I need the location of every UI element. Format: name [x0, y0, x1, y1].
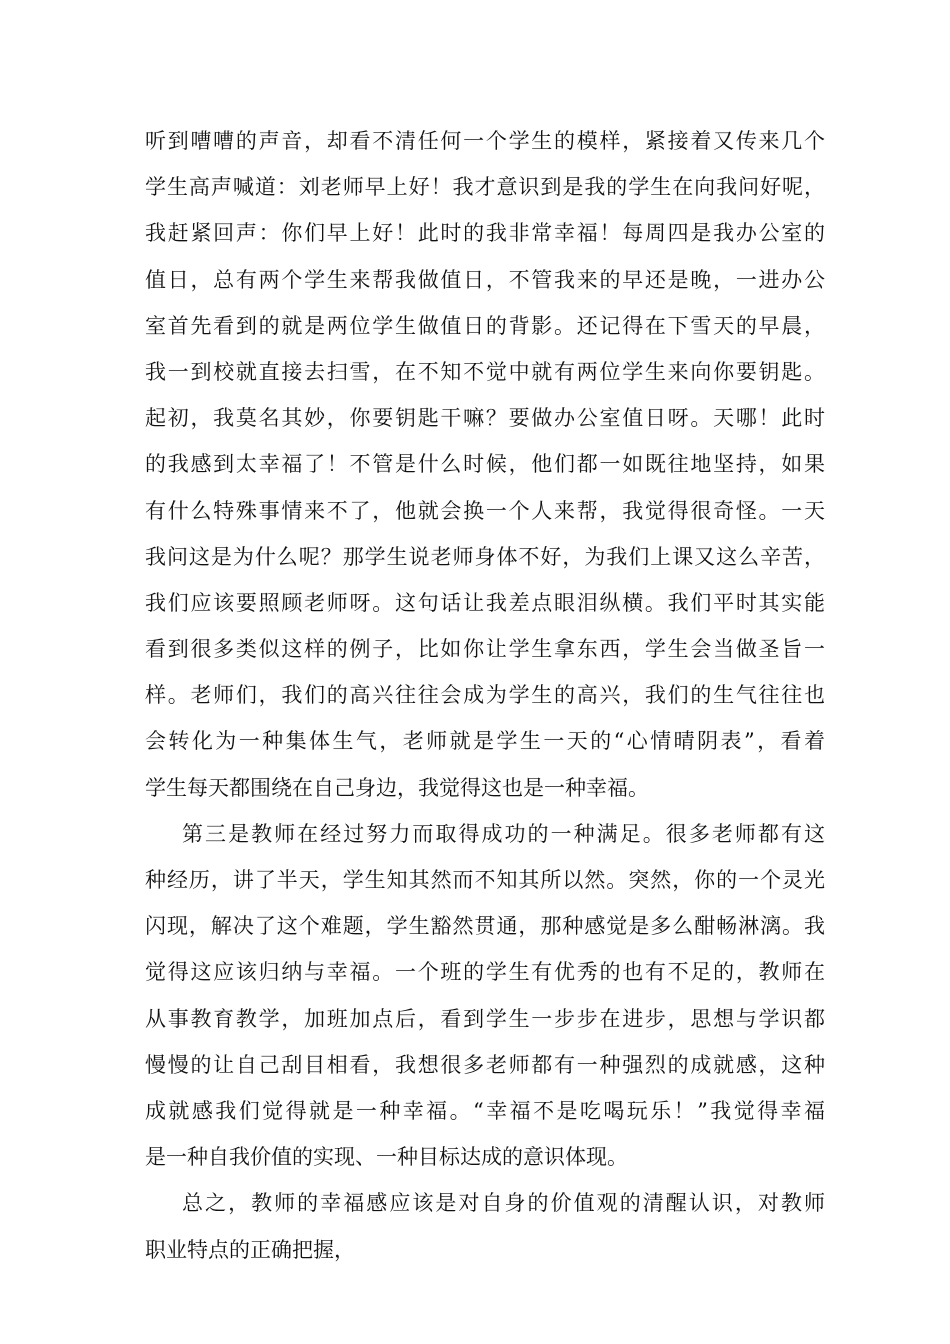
paragraph-2-line-5: 从事教育教学，加班加点后，看到学生一步步在进步，思想与学识都 — [145, 1006, 825, 1031]
paragraph-2-line-7: 成就感我们觉得就是一种幸福。“幸福不是吃喝玩乐！”我觉得幸福 — [145, 1098, 825, 1123]
paragraph-2-line-4: 觉得这应该归纳与幸福。一个班的学生有优秀的也有不足的，教师在 — [145, 960, 825, 985]
paragraph-3-line-2: 职业特点的正确把握， — [145, 1237, 355, 1262]
paragraph-2-line-1: 第三是教师在经过努力而取得成功的一种满足。很多老师都有这 — [182, 821, 825, 846]
paragraph-2-line-8: 是一种自我价值的实现、一种目标达成的意识体现。 — [145, 1145, 628, 1170]
paragraph-1-line-13: 样。老师们，我们的高兴往往会成为学生的高兴，我们的生气往往也 — [145, 683, 825, 708]
paragraph-1-line-8: 的我感到太幸福了！不管是什么时候，他们都一如既往地坚持，如果 — [145, 452, 825, 477]
paragraph-1-line-5: 室首先看到的就是两位学生做值日的背影。还记得在下雪天的早晨， — [145, 313, 825, 338]
paragraph-3-line-1: 总之，教师的幸福感应该是对自身的价值观的清醒认识，对教师 — [182, 1191, 825, 1216]
paragraph-1-line-9: 有什么特殊事情来不了，他就会换一个人来帮，我觉得很奇怪。一天 — [145, 498, 825, 523]
paragraph-1-line-11: 我们应该要照顾老师呀。这句话让我差点眼泪纵横。我们平时其实能 — [145, 590, 825, 615]
paragraph-1-line-1: 听到嘈嘈的声音，却看不清任何一个学生的模样，紧接着又传来几个 — [145, 129, 825, 153]
paragraph-1-line-6: 我一到校就直接去扫雪，在不知不觉中就有两位学生来向你要钥匙。 — [145, 359, 825, 384]
paragraph-1-line-3: 我赶紧回声：你们早上好！此时的我非常幸福！每周四是我办公室的 — [145, 221, 825, 246]
paragraph-1-line-7: 起初，我莫名其妙，你要钥匙干嘛？要做办公室值日呀。天哪！此时 — [145, 406, 825, 431]
paragraph-1-line-10: 我问这是为什么呢？那学生说老师身体不好，为我们上课又这么辛苦， — [145, 544, 825, 569]
paragraph-2-line-3: 闪现，解决了这个难题，学生豁然贯通，那种感觉是多么酣畅淋漓。我 — [145, 914, 825, 939]
paragraph-2-line-2: 种经历，讲了半天，学生知其然而不知其所以然。突然，你的一个灵光 — [145, 868, 825, 892]
paragraph-2-line-6: 慢慢的让自己刮目相看，我想很多老师都有一种强烈的成就感，这种 — [145, 1052, 825, 1077]
paragraph-1-line-12: 看到很多类似这样的例子，比如你让学生拿东西，学生会当做圣旨一 — [145, 637, 825, 662]
paragraph-1-line-14: 会转化为一种集体生气，老师就是学生一天的“心情晴阴表”，看着 — [145, 729, 825, 754]
paragraph-1-line-15: 学生每天都围绕在自己身边，我觉得这也是一种幸福。 — [145, 775, 649, 800]
paragraph-1-line-2: 学生高声喊道：刘老师早上好！我才意识到是我的学生在向我问好呢， — [145, 175, 825, 200]
paragraph-1-line-4: 值日，总有两个学生来帮我做值日，不管我来的早还是晚，一进办公 — [145, 267, 825, 292]
document-body — [145, 118, 825, 1273]
